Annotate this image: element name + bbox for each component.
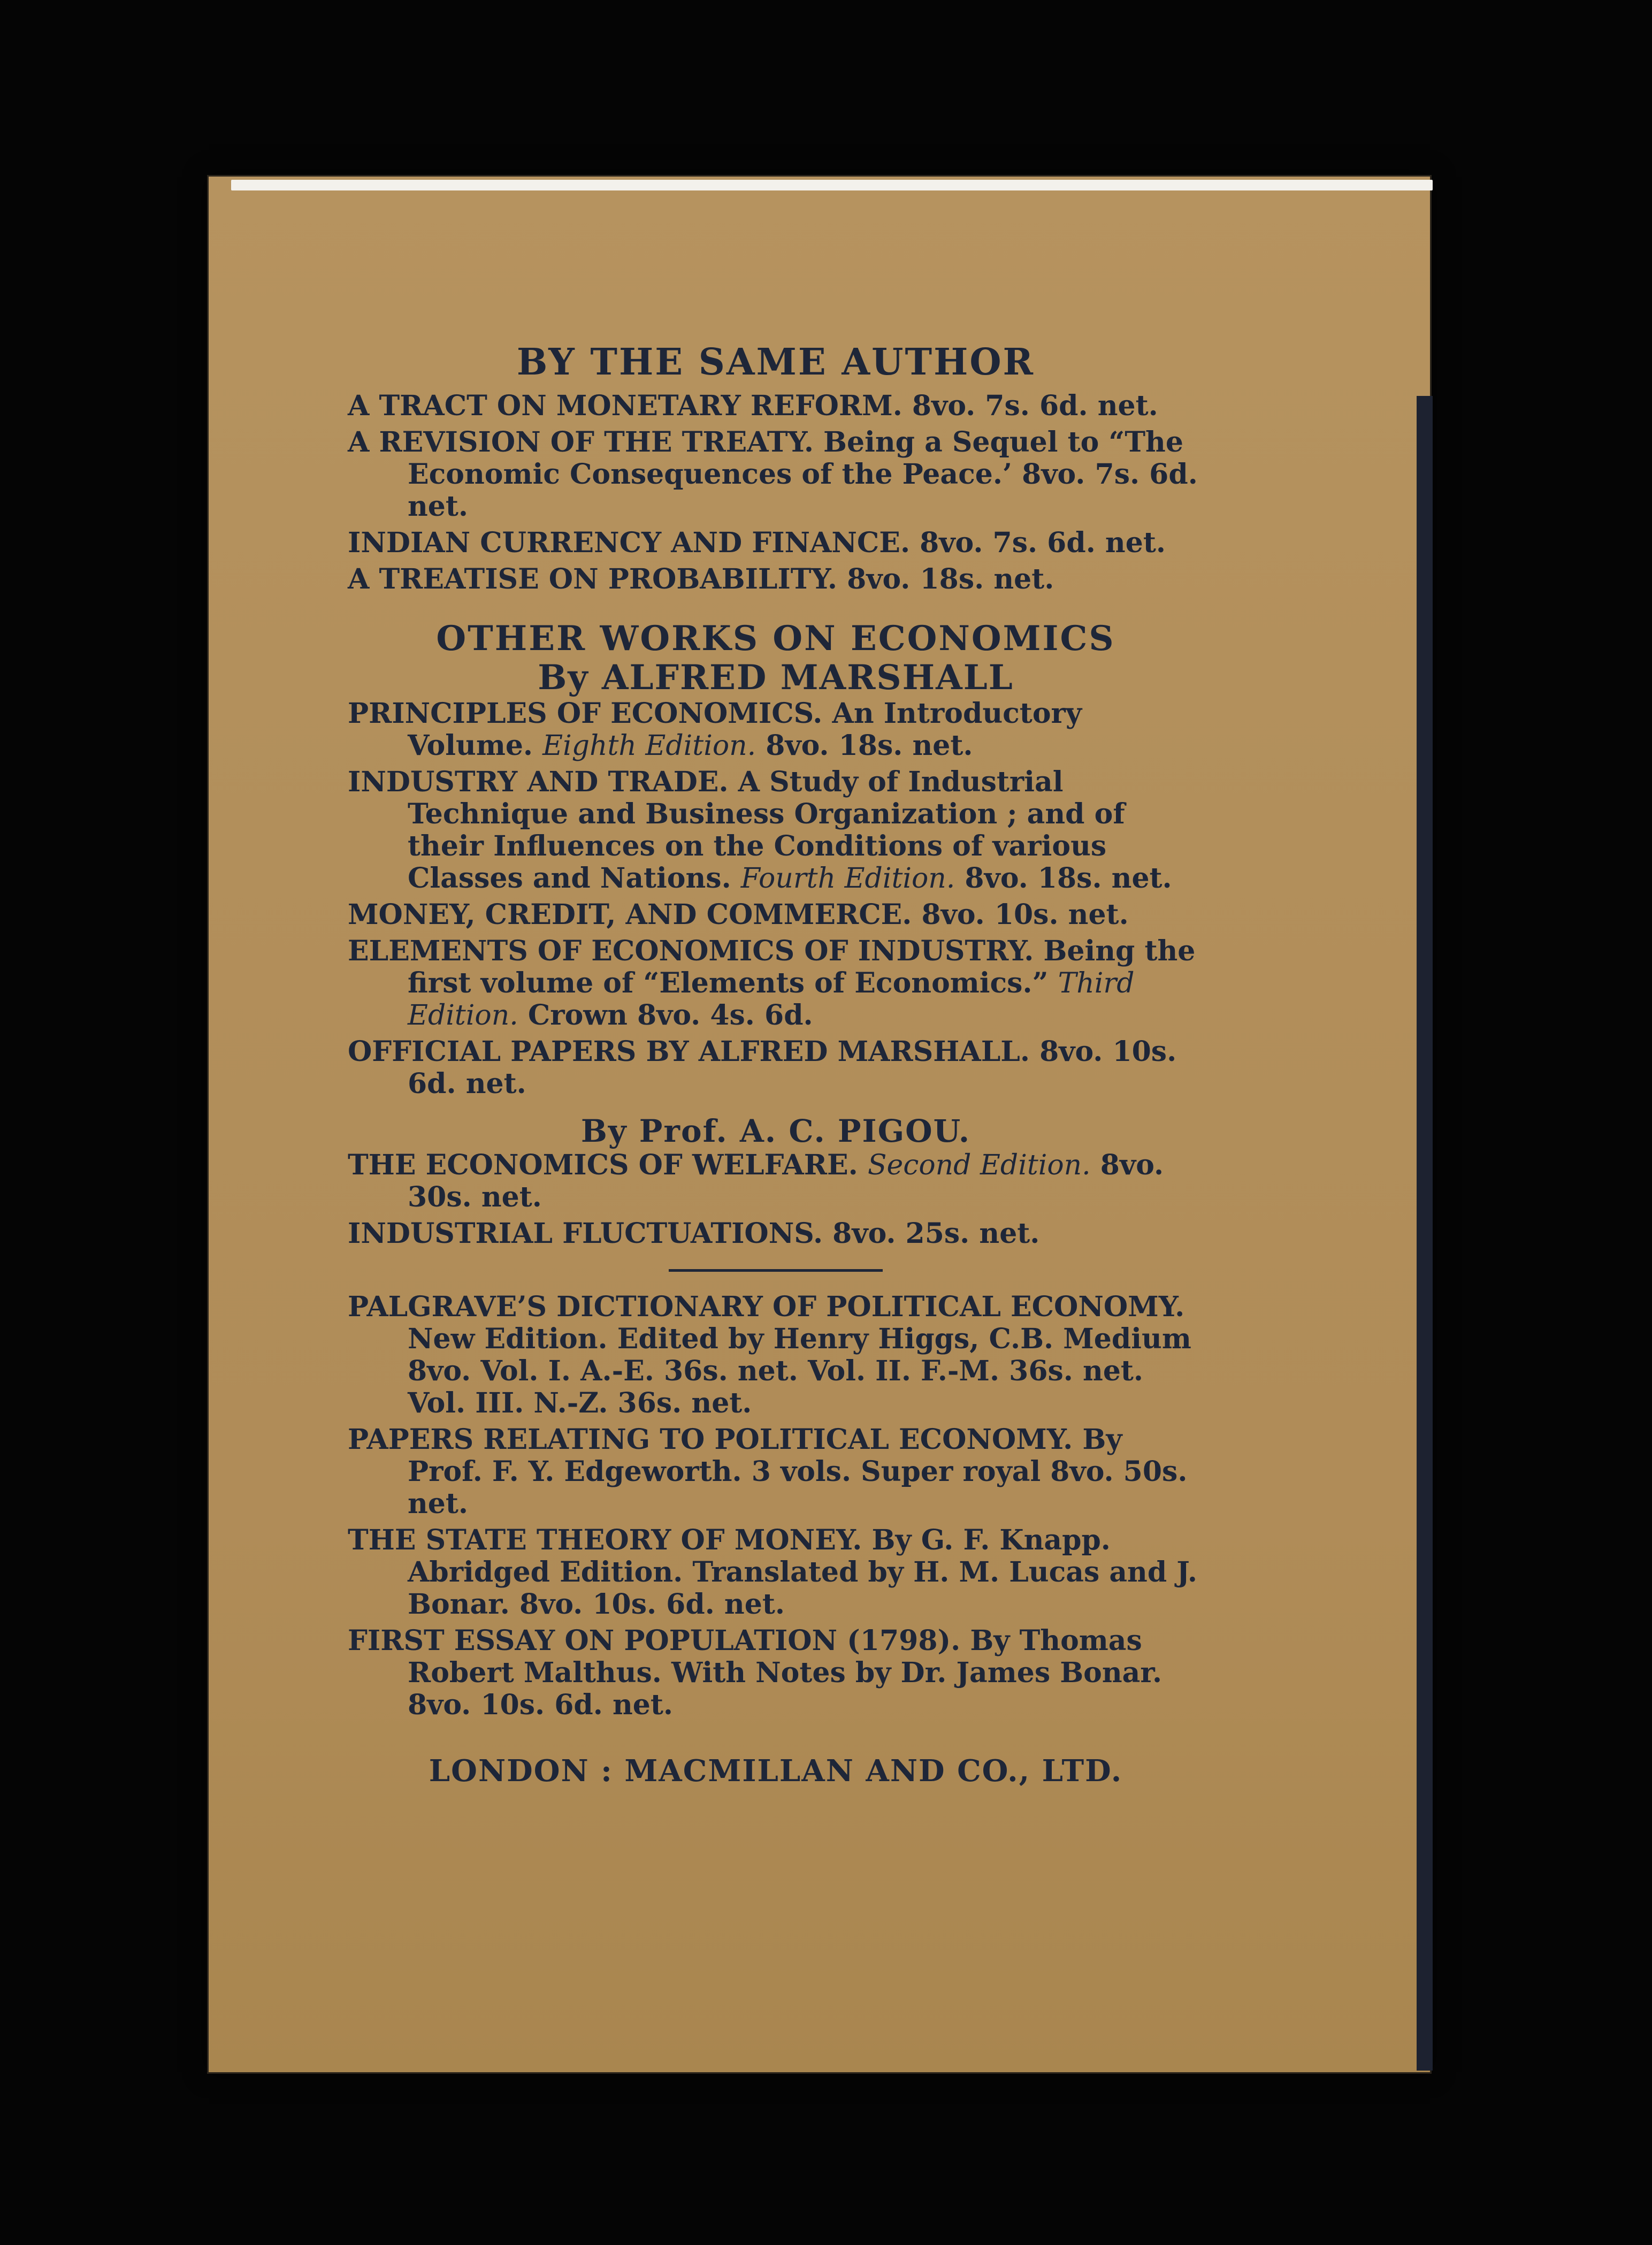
book-entry: PALGRAVE’S DICTIONARY OF POLITICAL ECONOMY. New Edition. Edited by Henry Higgs, C.B. Medium 8vo. Vol. I. A.-E. 36s. net. Vol. II. F.-M. 36s. net. Vol. III. N.-Z. 36s. net.	[348, 1291, 1191, 1420]
book-entry: ELEMENTS OF ECONOMICS OF INDUSTRY. Being the first volume of “Elements of Economics.” Third Edition. Crown 8vo. 4s. 6d.	[348, 935, 1196, 1032]
book-entry: PRINCIPLES OF ECONOMICS. An Introductory Volume. Eighth Edition. 8vo. 18s. net.	[348, 697, 1082, 762]
book-entry: MONEY, CREDIT, AND COMMERCE. 8vo. 10s. net.	[348, 898, 1129, 931]
publisher-imprint: LONDON : MACMILLAN AND CO., LTD.	[429, 1753, 1123, 1789]
divider-rule	[669, 1269, 883, 1272]
book-entry: PAPERS RELATING TO POLITICAL ECONOMY. By Prof. F. Y. Edgeworth. 3 vols. Super royal 8vo. 50s. net.	[348, 1423, 1188, 1521]
cover-board-edge	[1417, 396, 1433, 2071]
advertisement-text	[348, 342, 1204, 1819]
book-entry: OFFICIAL PAPERS BY ALFRED MARSHALL. 8vo. 10s. 6d. net.	[348, 1035, 1177, 1101]
book-entry: THE STATE THEORY OF MONEY. By G. F. Knapp. Abridged Edition. Translated by H. M. Lucas and J. Bonar. 8vo. 10s. 6d. net.	[348, 1524, 1197, 1621]
book-entry: A REVISION OF THE TREATY. Being a Sequel to “The Economic Consequences of the Peace.’ 8vo. 7s. 6d. net.	[348, 425, 1198, 523]
book-entry: THE ECONOMICS OF WELFARE. Second Edition. 8vo. 30s. net.	[348, 1149, 1164, 1214]
book-entry: A TREATISE ON PROBABILITY. 8vo. 18s. net.	[348, 562, 1054, 595]
book-entry: INDIAN CURRENCY AND FINANCE. 8vo. 7s. 6d. net.	[348, 526, 1166, 559]
book-entry: INDUSTRIAL FLUCTUATIONS. 8vo. 25s. net.	[348, 1217, 1040, 1250]
pigou-byline: By Prof. A. C. PIGOU.	[580, 1113, 971, 1150]
same-author-heading: BY THE SAME AUTHOR	[516, 341, 1035, 384]
book-entry: A TRACT ON MONETARY REFORM. 8vo. 7s. 6d. net.	[348, 389, 1158, 422]
book-entry: FIRST ESSAY ON POPULATION (1798). By Thomas Robert Malthus. With Notes by Dr. James Bonar. 8vo. 10s. 6d. net.	[348, 1624, 1162, 1722]
other-works-heading: OTHER WORKS ON ECONOMICS	[436, 618, 1115, 659]
book-entry: INDUSTRY AND TRADE. A Study of Industrial Technique and Business Organization ; and of their Influences on the Conditions of various Classes and Nations. Fourth Edition. 8vo. 18s. net.	[348, 766, 1172, 895]
marshall-byline: By ALFRED MARSHALL	[538, 658, 1014, 698]
jacket-top-edge	[231, 180, 1433, 190]
